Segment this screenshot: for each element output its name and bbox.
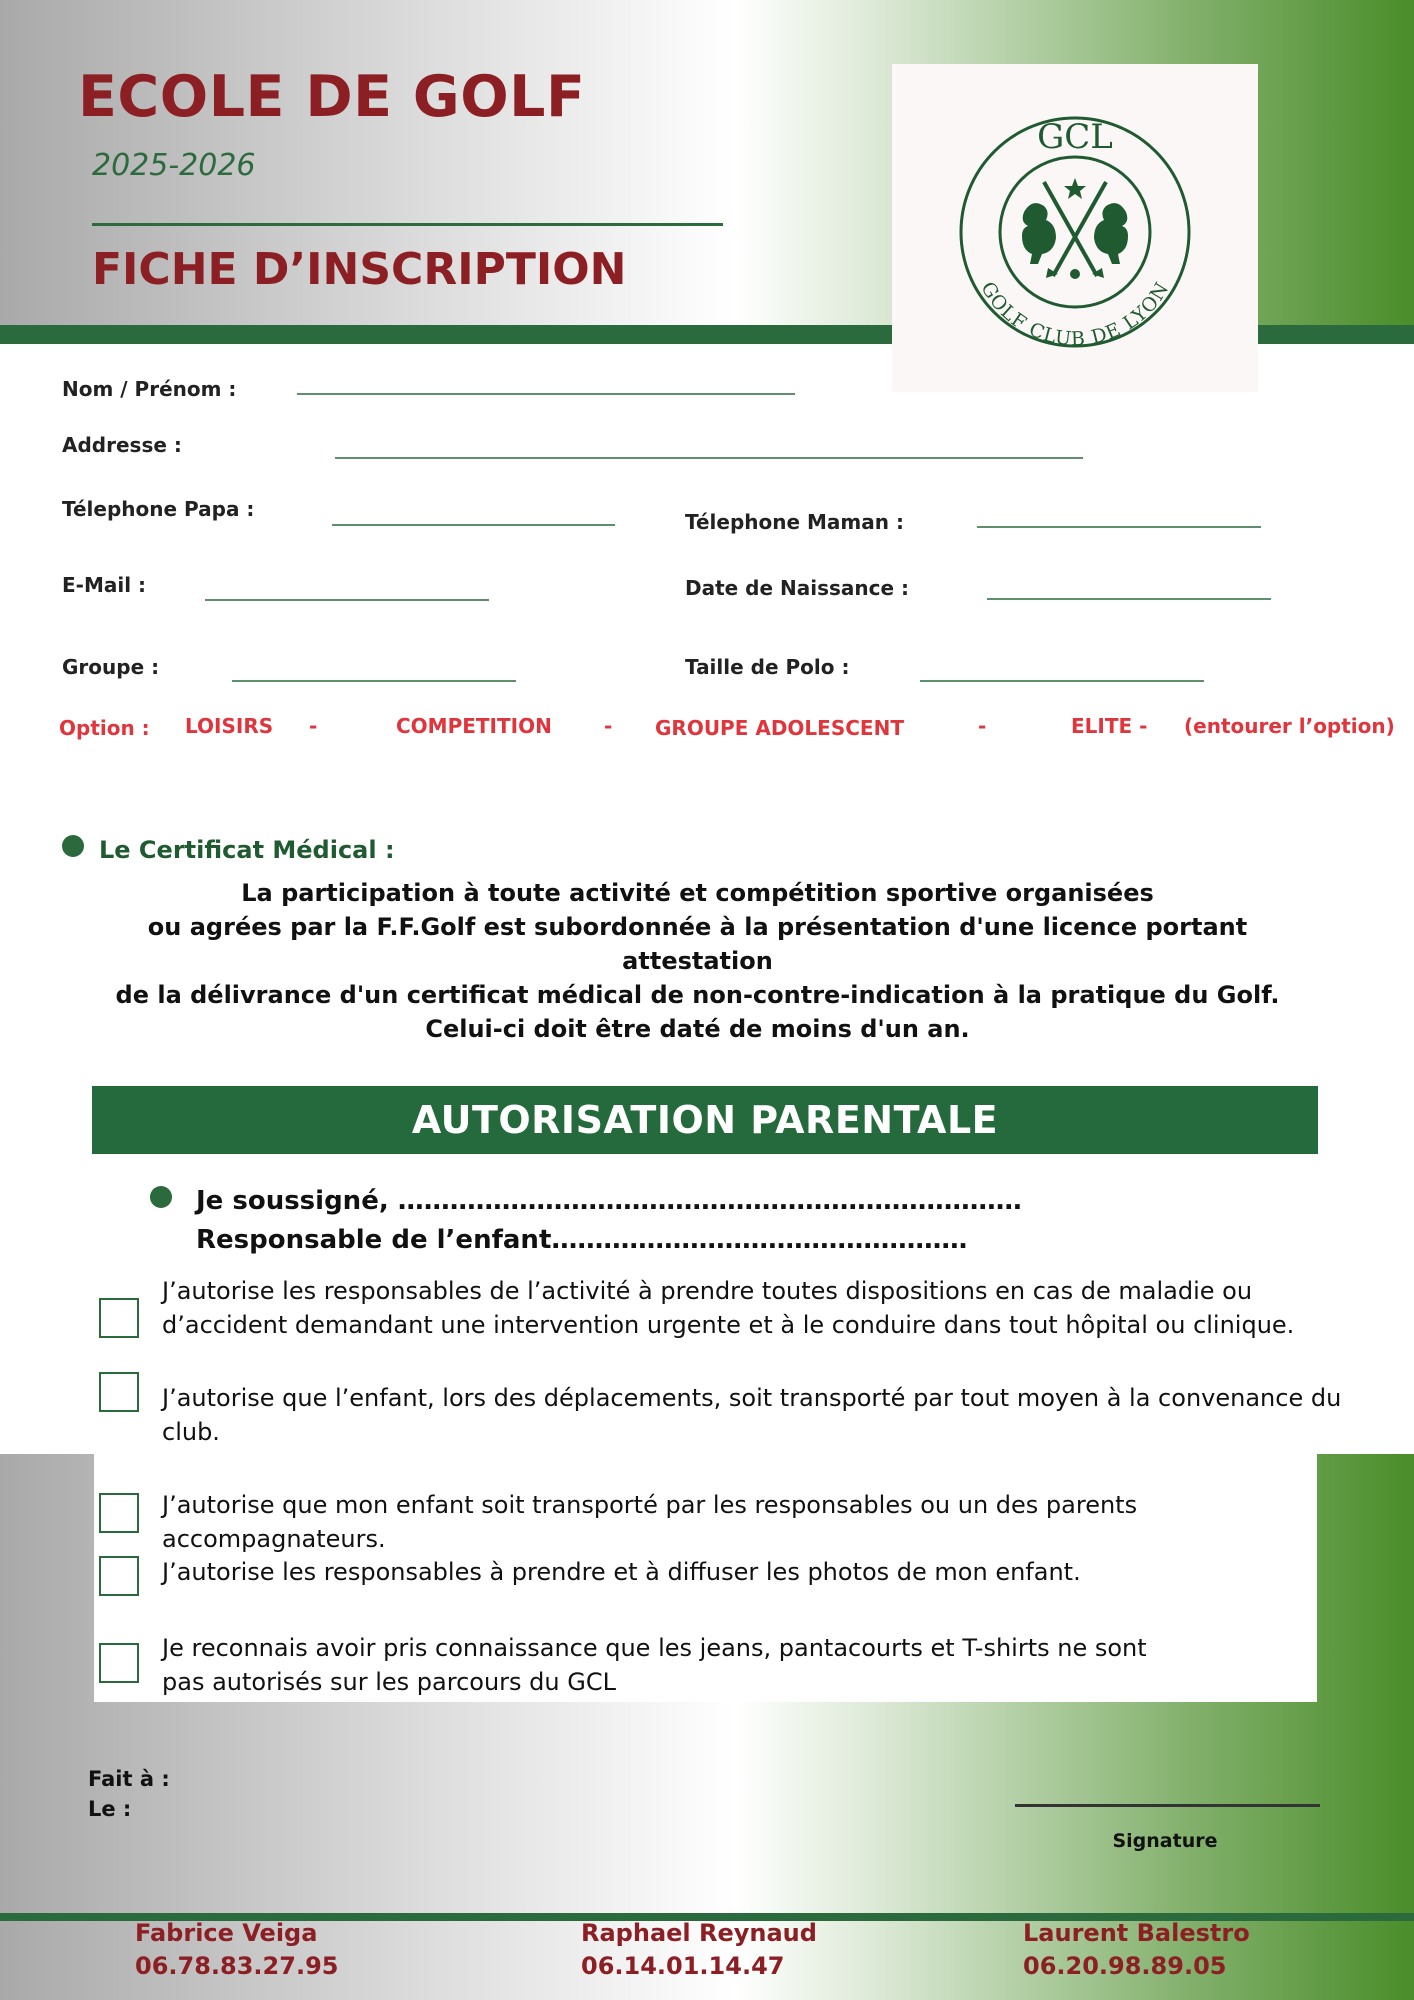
checkbox-tenue[interactable] — [99, 1643, 139, 1683]
fait-block — [88, 1764, 170, 1824]
certificat-line: La participation à toute activité et compétition sportive organisées — [241, 879, 1154, 907]
contact-phone: 06.14.01.14.47 — [581, 1952, 785, 1980]
svg-text:GOLF CLUB DE LYON — [976, 278, 1173, 350]
checkbox-photos[interactable] — [99, 1556, 139, 1596]
golf-club-logo-icon — [892, 64, 1258, 392]
form-subtitle: FICHE D’INSCRIPTION — [92, 244, 627, 295]
fait-a-label: Fait à : — [88, 1767, 170, 1791]
autorisation-banner: AUTORISATION PARENTALE — [92, 1086, 1318, 1154]
label-groupe: Groupe : — [62, 655, 160, 679]
option-separator: - — [978, 714, 987, 738]
certificat-title: Le Certificat Médical : — [99, 836, 395, 864]
checkbox-transport-parents[interactable] — [99, 1493, 139, 1533]
field-telephone-papa[interactable] — [332, 524, 615, 526]
checkbox-text-transport-parents — [162, 1488, 1137, 1556]
option-groupe-adolescent[interactable]: GROUPE ADOLESCENT — [655, 716, 904, 740]
contact-name: Raphael Reynaud — [581, 1919, 817, 1947]
field-nom-prenom[interactable] — [297, 393, 795, 395]
contact-phone: 06.78.83.27.95 — [135, 1952, 339, 1980]
logo-ring-text: GOLF CLUB DE LYON — [976, 277, 1174, 351]
option-elite[interactable]: ELITE - — [1071, 714, 1148, 738]
option-competition[interactable]: COMPETITION — [396, 714, 552, 738]
label-taille-polo: Taille de Polo : — [685, 655, 850, 679]
bullet-icon — [62, 835, 84, 857]
certificat-text — [100, 876, 1295, 1046]
checkbox-text-transport — [162, 1381, 1341, 1449]
checkbox-text-line: club. — [162, 1418, 220, 1446]
checkbox-text-line: J’autorise les responsables à prendre et à diffuser les photos de mon enfant. — [162, 1558, 1081, 1586]
field-adresse[interactable] — [335, 457, 1083, 459]
soussigne-line[interactable]: Je soussigné, ……………………………………………………………… — [196, 1186, 1022, 1216]
label-telephone-maman: Télephone Maman : — [685, 510, 904, 534]
checkbox-text-line: J’autorise les responsables de l’activité à prendre toutes dispositions en cas de maladie ou — [162, 1277, 1253, 1305]
soussigne-block — [196, 1182, 1022, 1260]
field-date-naissance[interactable] — [987, 598, 1271, 600]
checkbox-transport[interactable] — [99, 1372, 139, 1412]
checkbox-text-photos — [162, 1555, 1081, 1589]
season-label: 2025-2026 — [92, 148, 256, 183]
contact-name: Fabrice Veiga — [135, 1919, 318, 1947]
contact-2 — [581, 1917, 817, 1983]
option-separator: - — [604, 714, 613, 738]
label-adresse: Addresse : — [62, 433, 182, 457]
signature-label: Signature — [1112, 1830, 1218, 1852]
le-label: Le : — [88, 1797, 132, 1821]
contact-1 — [135, 1917, 338, 1983]
label-email: E-Mail : — [62, 573, 147, 597]
checkbox-urgence[interactable] — [99, 1298, 139, 1338]
checkbox-text-line: Je reconnais avoir pris connaissance que les jeans, pantacourts et T-shirts ne sont — [162, 1634, 1147, 1662]
checkbox-text-line: J’autorise que l’enfant, lors des déplacements, soit transporté par tout moyen à la convenance du — [162, 1384, 1342, 1412]
certificat-line: ou agrées par la F.F.Golf est subordonnée à la présentation d'une licence portant — [147, 913, 1248, 941]
title-divider — [92, 223, 723, 226]
checkbox-text-line: J’autorise que mon enfant soit transporté par les responsables ou un des parents — [162, 1491, 1138, 1519]
field-taille-polo[interactable] — [920, 680, 1204, 682]
contact-phone: 06.20.98.89.05 — [1023, 1952, 1227, 1980]
contact-name: Laurent Balestro — [1023, 1919, 1250, 1947]
checkbox-text-line: d’accident demandant une intervention urgente et à le conduire dans tout hôpital ou clinique. — [162, 1311, 1295, 1339]
label-date-naissance: Date de Naissance : — [685, 576, 910, 600]
checkbox-text-line: pas autorisés sur les parcours du GCL — [162, 1668, 616, 1696]
option-loisirs[interactable]: LOISIRS — [185, 714, 274, 738]
bullet-icon — [150, 1186, 172, 1208]
responsable-line[interactable]: Responsable de l’enfant………………………………………… — [196, 1225, 968, 1255]
page-title: ECOLE DE GOLF — [78, 64, 586, 130]
club-logo — [892, 64, 1258, 392]
certificat-line: de la délivrance d'un certificat médical de non-contre-indication à la pratique du Golf. — [115, 981, 1280, 1009]
checkbox-text-urgence — [162, 1274, 1294, 1342]
certificat-line: attestation — [622, 947, 773, 975]
checkbox-text-line: accompagnateurs. — [162, 1525, 386, 1553]
checkbox-text-tenue — [162, 1631, 1147, 1699]
label-nom-prenom: Nom / Prénom : — [62, 377, 237, 401]
contact-3 — [1023, 1917, 1250, 1983]
logo-top-text: GCL — [1037, 117, 1113, 157]
label-telephone-papa: Télephone Papa : — [62, 497, 255, 521]
field-telephone-maman[interactable] — [977, 526, 1261, 528]
option-hint: (entourer l’option) — [1184, 714, 1395, 738]
field-groupe[interactable] — [232, 680, 516, 682]
option-separator: - — [309, 714, 318, 738]
certificat-line: Celui-ci doit être daté de moins d'un an. — [425, 1015, 970, 1043]
signature-line[interactable] — [1015, 1804, 1320, 1807]
option-label: Option : — [59, 716, 150, 740]
field-email[interactable] — [205, 599, 489, 601]
